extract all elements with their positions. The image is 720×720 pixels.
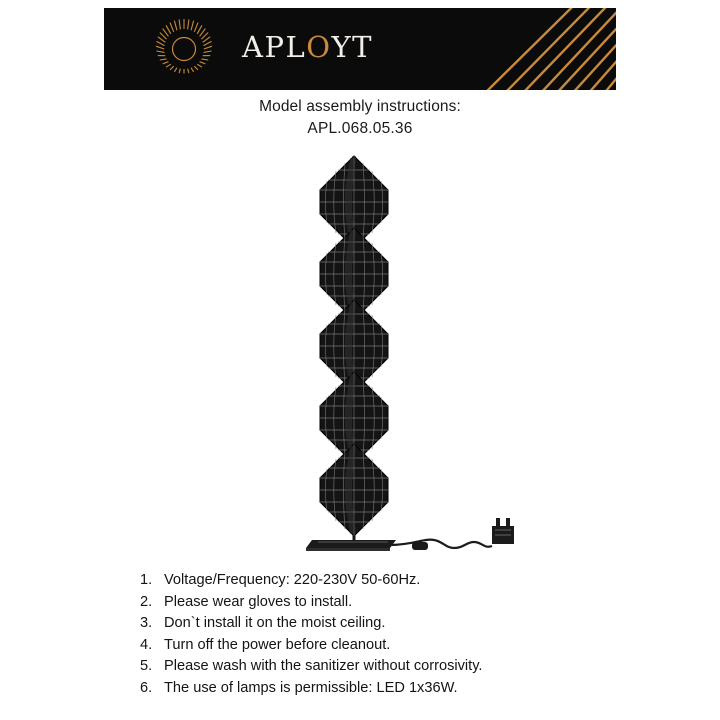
title-line-1: Model assembly instructions: <box>259 98 461 115</box>
list-item-number: 4. <box>140 636 153 653</box>
list-item <box>140 613 610 635</box>
inline-switch <box>412 542 428 550</box>
list-item-number: 3. <box>140 615 153 631</box>
brand-suffix: YT <box>331 30 373 64</box>
list-item-text: The use of lamps is permissible: LED 1x36W. <box>164 679 458 696</box>
list-item <box>140 656 610 678</box>
brand-prefix: APL <box>242 30 307 64</box>
instructions-list <box>140 570 610 699</box>
list-item-text: Don`t install it on the moist ceiling. <box>164 615 386 631</box>
floor-lamp-diagram <box>238 146 538 566</box>
list-item-number: 6. <box>140 679 153 696</box>
lamp-shade <box>320 444 388 536</box>
list-item <box>140 678 610 700</box>
title-line-2: APL.068.05.36 <box>307 120 413 137</box>
list-item-text: Turn off the power before cleanout. <box>164 636 391 653</box>
sunburst-icon <box>152 17 216 81</box>
base-plate <box>306 540 396 551</box>
power-adapter <box>492 518 514 544</box>
list-item-number: 2. <box>140 593 153 610</box>
list-item-text: Please wash with the sanitizer without corrosivity. <box>164 658 483 674</box>
list-item-text: Please wear gloves to install. <box>164 593 353 610</box>
list-item-number: 1. <box>140 572 153 588</box>
page-title <box>0 96 720 140</box>
brand-wordmark <box>242 30 373 64</box>
list-item-text: Voltage/Frequency: 220-230V 50-60Hz. <box>164 572 421 588</box>
power-cord <box>454 542 492 548</box>
brand-banner <box>104 8 616 90</box>
rays-decoration-icon <box>424 8 616 90</box>
list-item-number: 5. <box>140 658 153 674</box>
list-item <box>140 570 610 592</box>
list-item <box>140 635 610 657</box>
list-item <box>140 592 610 614</box>
brand-accent-letter: O <box>306 30 332 64</box>
